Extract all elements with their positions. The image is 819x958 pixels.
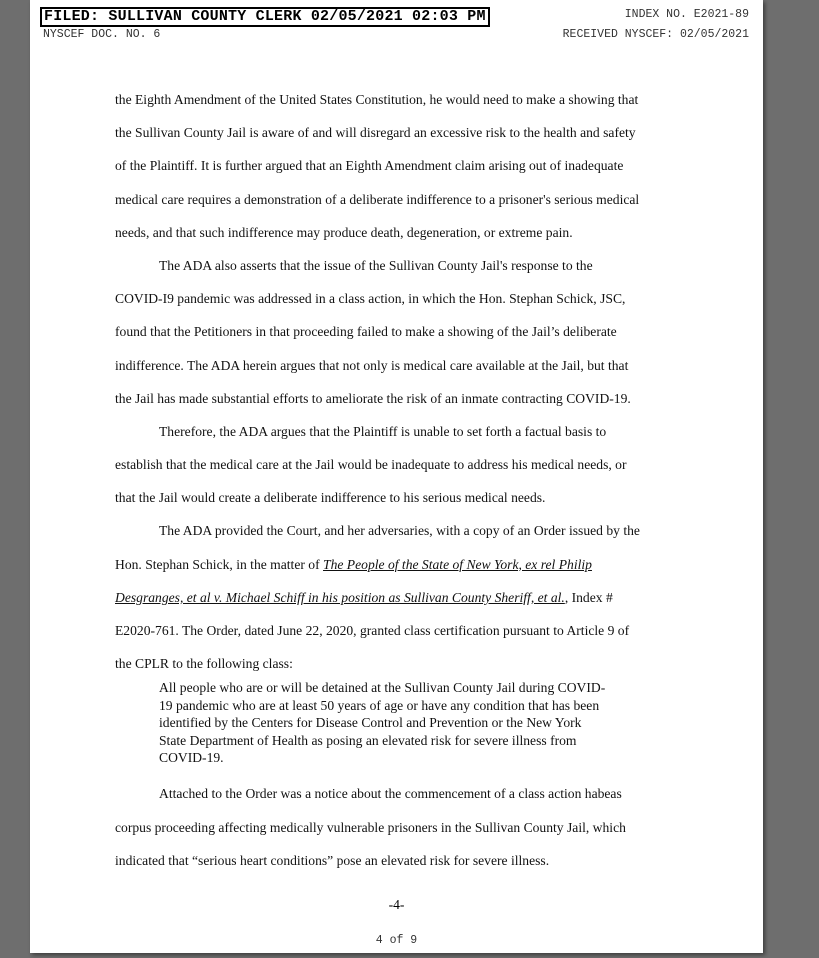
quote-line: All people who are or will be detained at the Sullivan County Jail during COVID- (159, 680, 606, 696)
body-text: Hon. Stephan Schick, in the matter of (115, 556, 324, 572)
body-line: the Jail has made substantial efforts to ameliorate the risk of an inmate contracting COVID-19. (115, 390, 631, 406)
body-line (115, 587, 675, 620)
body-line: indifference. The ADA herein argues that not only is medical care available at the Jail, but that (115, 357, 629, 373)
body-line: The ADA also asserts that the issue of the Sullivan County Jail's response to the (159, 257, 593, 273)
quote-line: State Department of Health as posing an elevated risk for severe illness from (159, 732, 577, 748)
document-page (30, 0, 763, 953)
case-citation: Desgranges, et al v. Michael Schiff in his position as Sullivan County Sheriff, et al. (115, 589, 565, 605)
body-line (115, 554, 675, 587)
page-number: -4- (388, 897, 405, 912)
received-date: RECEIVED NYSCEF: 02/05/2021 (562, 28, 749, 41)
body-line: Therefore, the ADA argues that the Plaintiff is unable to set forth a factual basis to (159, 423, 607, 439)
body-line: The ADA provided the Court, and her adversaries, with a copy of an Order issued by the (159, 523, 640, 539)
block-quote (115, 679, 675, 766)
case-citation: The People of the State of New York, ex rel Philip (323, 556, 592, 572)
document-body (115, 89, 675, 883)
body-line: the Sullivan County Jail is aware of and will disregard an excessive risk to the health and safety (115, 125, 636, 141)
body-line: found that the Petitioners in that proceeding failed to make a showing of the Jail’s deliberate (115, 324, 617, 340)
page-footer: 4 of 9 (375, 934, 418, 947)
body-line: medical care requires a demonstration of a deliberate indifference to a prisoner's serious medical (115, 191, 640, 207)
body-line: the Eighth Amendment of the United States Constitution, he would need to make a showing that (115, 92, 639, 107)
body-line: E2020-761. The Order, dated June 22, 2020, granted class certification pursuant to Article 9 of (115, 623, 630, 638)
body-line: COVID-I9 pandemic was addressed in a class action, in which the Hon. Stephan Schick, JSC, (115, 291, 626, 307)
quote-line: identified by the Centers for Disease Control and Prevention or the New York (159, 715, 582, 731)
body-line: establish that the medical care at the Jail would be inadequate to address his medical needs, or (115, 457, 627, 473)
doc-number: NYSCEF DOC. NO. 6 (43, 28, 161, 41)
body-line: Attached to the Order was a notice about the commencement of a class action habeas (159, 786, 622, 802)
quote-line: COVID-19. (159, 749, 224, 765)
filed-stamp: FILED: SULLIVAN COUNTY CLERK 02/05/2021 02:03 PM (40, 7, 490, 27)
body-line: corpus proceeding affecting medically vulnerable prisoners in the Sullivan County Jail, which (115, 819, 626, 835)
body-line: needs, and that such indifference may produce death, degeneration, or extreme pain. (115, 224, 573, 240)
body-line: indicated that “serious heart conditions” pose an elevated risk for severe illness. (115, 852, 550, 868)
index-number: INDEX NO. E2021-89 (624, 8, 749, 21)
body-line: that the Jail would create a deliberate indifference to his serious medical needs. (115, 490, 546, 506)
quote-line: 19 pandemic who are at least 50 years of age or have any condition that has been (159, 697, 600, 713)
body-text: , Index # (564, 589, 613, 605)
body-line: the CPLR to the following class: (115, 656, 293, 672)
body-line: of the Plaintiff. It is further argued that an Eighth Amendment claim arising out of inadequate (115, 158, 624, 174)
